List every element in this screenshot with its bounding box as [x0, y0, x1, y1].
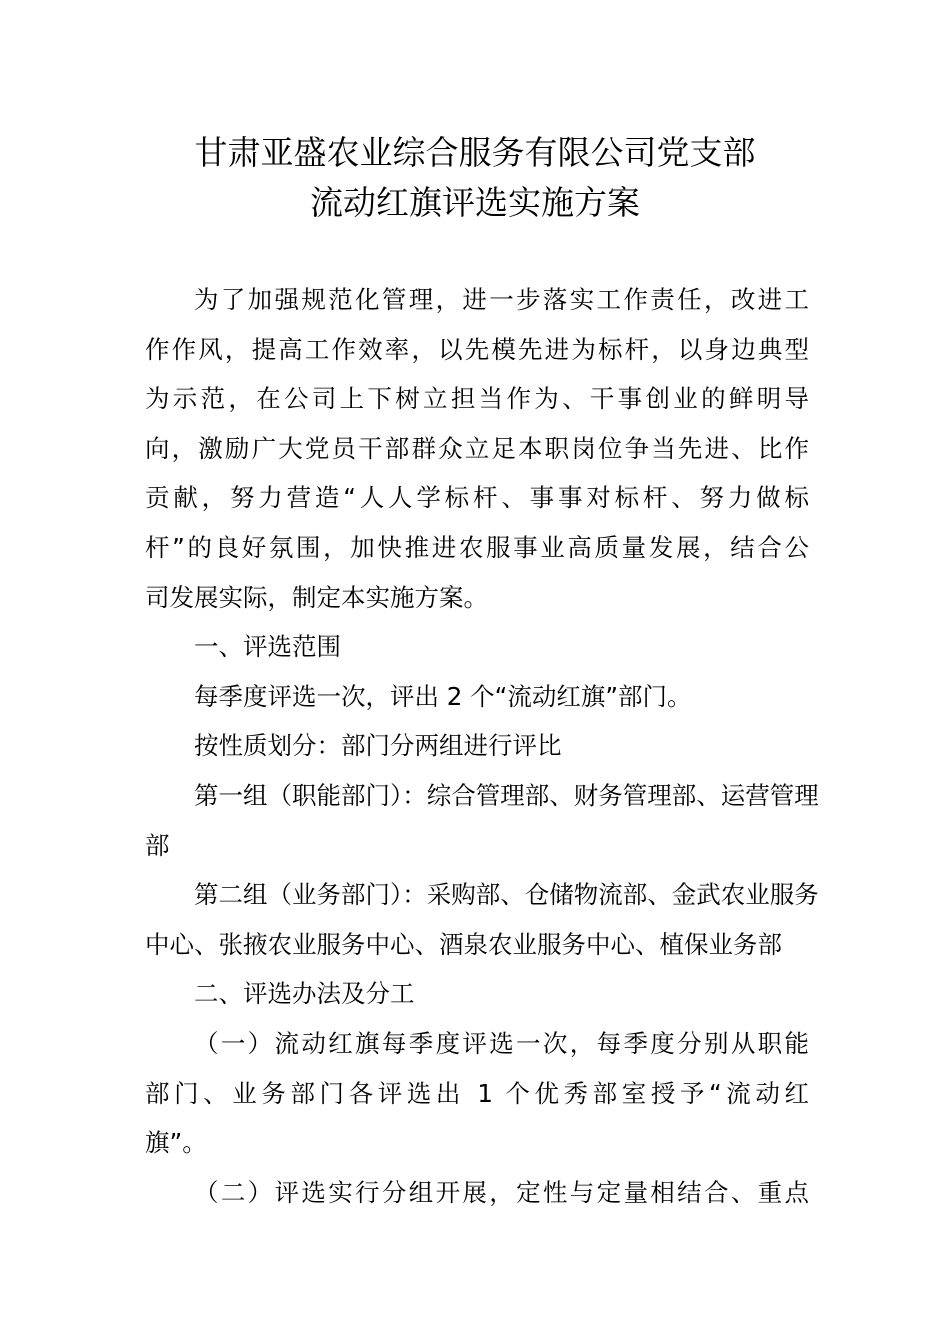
paragraph-line: 部门、业务部门各评选出 1 个优秀部室授予“流动红	[145, 1078, 809, 1108]
paragraph-line: 为了加强规范化管理，进一步落实工作责任，改进工	[194, 285, 809, 314]
document-title-line-1: 甘肃亚盛农业综合服务有限公司党支部	[194, 133, 756, 172]
paragraph-line: 第一组（职能部门）：综合管理部、财务管理部、运营管理	[194, 780, 819, 810]
paragraph-line: 按性质划分：部门分两组进行评比	[194, 731, 562, 761]
paragraph-line: 杆”的良好氛围，加快推进农服事业高质量发展，结合公	[145, 532, 809, 562]
paragraph-line: 贡献，努力营造“人人学标杆、事事对标杆、努力做标	[145, 483, 809, 513]
paragraph-line: 向，激励广大党员干部群众立足本职岗位争当先进、比作	[145, 433, 809, 463]
section-heading: 二、评选办法及分工	[194, 979, 415, 1009]
paragraph-line: （二）评选实行分组开展，定性与定量相结合、重点	[194, 1177, 809, 1207]
document-body	[145, 275, 819, 1217]
paragraph-line: （一）流动红旗每季度评选一次，每季度分别从职能	[194, 1028, 809, 1058]
section-heading: 一、评选范围	[194, 632, 341, 662]
paragraph-line: 旗”。	[145, 1128, 207, 1158]
paragraph-line: 第二组（业务部门）：采购部、仓储物流部、金武农业服务	[194, 880, 819, 910]
paragraph-line: 每季度评选一次，评出 2 个“流动红旗”部门。	[194, 681, 692, 711]
paragraph-line: 为示范，在公司上下树立担当作为、干事创业的鲜明导	[145, 384, 809, 414]
paragraph-line: 作作风，提高工作效率，以先模先进为标杆，以身边典型	[145, 334, 809, 364]
paragraph-line: 中心、张掖农业服务中心、酒泉农业服务中心、植保业务部	[145, 929, 782, 959]
paragraph-line: 部	[145, 830, 170, 860]
paragraph-line: 司发展实际，制定本实施方案。	[145, 582, 488, 612]
document-title-line-2: 流动红旗评选实施方案	[310, 183, 640, 222]
